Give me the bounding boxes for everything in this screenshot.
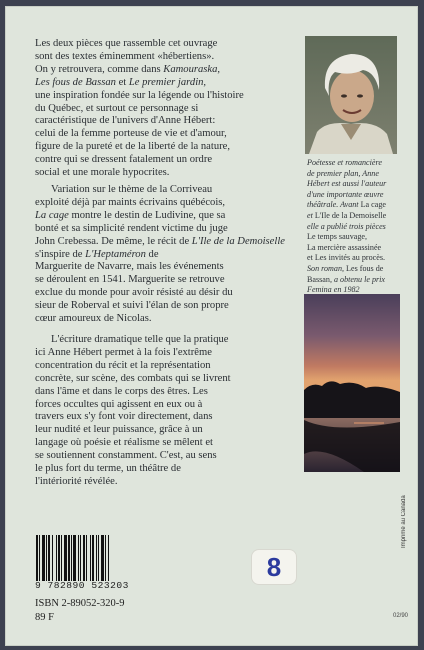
caption-line: et Les invités au procès. — [307, 253, 385, 263]
text-line: exclue du monde pour avoir résisté au désir du — [35, 287, 233, 299]
author-caption — [307, 158, 407, 296]
text-line: concentration du récit et la représentation — [35, 359, 211, 371]
text-line: se soutiennent constamment. C'est, au sens — [35, 450, 217, 462]
text-line: forces occultes qui agissent en eux ou à — [35, 398, 203, 410]
caption-line: Bassan, a obtenu le prix — [307, 274, 386, 284]
barcode — [35, 535, 139, 581]
text-line: La cage montre le destin de Ludivine, que sa — [35, 209, 226, 221]
barcode-bar — [42, 535, 45, 581]
text-line: concrète, sur scène, des combats qui se livrent — [35, 372, 231, 384]
lake-photo — [304, 294, 400, 472]
text-line: John Crebessa. De même, le récit de L'Ile de la Demoiselle — [35, 235, 285, 247]
text-line: s'inspire de L'Heptaméron de — [35, 248, 159, 260]
caption-line: elle a publié trois pièces — [307, 221, 386, 231]
text-line: figure de la pureté et de la liberté de la nature, — [35, 141, 231, 153]
text-line: Les deux pièces que rassemble cet ouvrage — [35, 38, 218, 49]
text-line: Marguerite de Navarre, mais les événements — [35, 261, 224, 273]
caption-line: de premier plan, Anne — [307, 168, 379, 178]
barcode-bar — [68, 535, 70, 581]
library-sticker — [252, 550, 296, 584]
text-line: caractéristique de l'univers d'Anne Hébert: — [35, 115, 216, 127]
barcode-bar — [52, 535, 53, 581]
barcode-bar — [36, 535, 38, 581]
caption-line: Poétesse et romancière — [307, 158, 382, 167]
barcode-bar — [56, 535, 57, 581]
blurb-paragraph-1 — [35, 38, 297, 180]
text-line: celui de la femme porteuse de vie et d'amour, — [35, 128, 227, 140]
barcode-bar — [39, 535, 40, 581]
text-line: dans l'âme et dans le corps des êtres. Les — [35, 385, 208, 397]
barcode-bar — [48, 535, 50, 581]
caption-line: théâtrale. Avant La cage — [307, 200, 386, 210]
barcode-bar — [58, 535, 60, 581]
barcode-bar — [46, 535, 47, 581]
barcode-bar — [96, 535, 97, 581]
sticker-number: 8 — [266, 552, 282, 582]
barcode-bar — [86, 535, 87, 581]
barcode-bar — [73, 535, 76, 581]
text-line: langage où poésie et réalisme se mêlent et — [35, 437, 213, 449]
text-line: le plus fort du terme, un théâtre de — [35, 463, 181, 475]
barcode-bar — [78, 535, 79, 581]
author-portrait — [305, 36, 397, 154]
barcode-digits: 9 782890 523203 — [35, 580, 129, 591]
text-line: sont des textes éminemment «hébertiens». — [35, 50, 215, 62]
barcode-bar — [80, 535, 81, 581]
blurb-paragraph-2 — [35, 184, 297, 326]
caption-line: d'une importante œuvre — [307, 189, 384, 199]
text-line: exploité déjà par maints écrivains québécois, — [35, 196, 226, 208]
text-line: l'intériorité révélée. — [35, 475, 118, 487]
text-line: leur nudité et leur puissance, grâce à un — [35, 424, 203, 436]
text-line: social et une morale hypocrites. — [35, 167, 170, 179]
text-line: On y retrouvera, comme dans Kamouraska, — [35, 63, 221, 75]
text-line: Les fous de Bassan et Le premier jardin, — [35, 76, 207, 88]
text-line: du Québec, et surtout ce personnage si — [35, 102, 199, 114]
text-line: se déroulent en 1541. Marguerite se retrouve — [35, 274, 225, 286]
text-line: ici Anne Hébert permet à la fois l'extrême — [35, 346, 212, 358]
barcode-bar — [90, 535, 91, 581]
text-line: L'écriture dramatique telle que la pratique — [51, 334, 229, 345]
text-line: bonté et sa simplicité rendent victime du juge — [35, 222, 228, 234]
barcode-bar — [98, 535, 99, 581]
barcode-bar — [105, 535, 106, 581]
isbn: ISBN 2-89052-320-9 — [35, 598, 125, 609]
price: 89 F — [35, 612, 54, 623]
caption-line: La mercière assassinée — [307, 242, 382, 252]
caption-line: Femina en 1982 — [307, 285, 360, 295]
caption-line: Le temps sauvage, — [307, 232, 368, 242]
barcode-bar — [64, 535, 67, 581]
text-line: travers eux s'y font voir directement, dans — [35, 411, 213, 423]
caption-line: et L'Ile de la Demoiselle — [307, 210, 387, 220]
blurb-paragraph-3 — [35, 334, 297, 489]
barcode-bar — [108, 535, 109, 581]
print-code: 02/90 — [393, 613, 409, 619]
barcode-bar — [83, 535, 85, 581]
barcode-bar — [71, 535, 72, 581]
text-line: Variation sur le thème de la Corriveau — [51, 184, 213, 195]
barcode-bar — [101, 535, 104, 581]
caption-line: Son roman, Les fous de — [307, 263, 384, 273]
text-line: cœur amoureux de Nicolas. — [35, 313, 152, 325]
text-line: contre qui se dressent fatalement un ordre — [35, 154, 213, 166]
caption-line: Hébert est aussi l'auteur — [307, 179, 387, 189]
text-line: une inspiration fondée sur la légende ou l'histoire — [35, 89, 244, 101]
printed-in-label: Imprimé au Canada — [401, 495, 407, 548]
barcode-bar — [92, 535, 94, 581]
barcode-bar — [61, 535, 62, 581]
text-line: sieur de Roberval et suivi l'élan de son propre — [35, 300, 229, 312]
